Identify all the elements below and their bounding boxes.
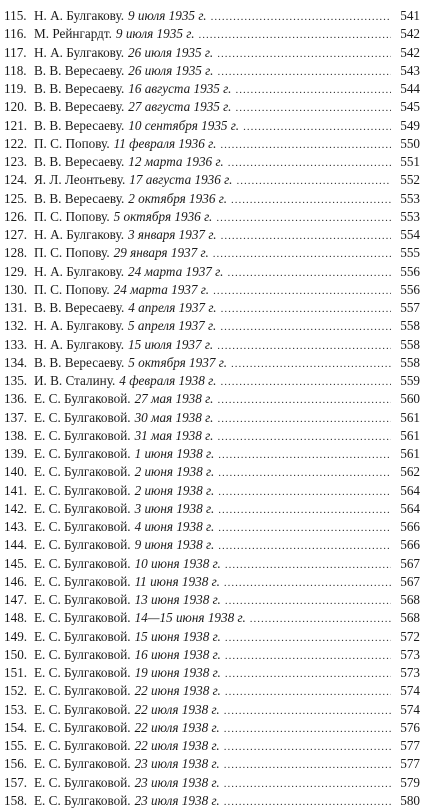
- entry-page-number: 576: [400, 719, 420, 735]
- entry-recipient: Н. А. Булгакову.: [34, 318, 125, 334]
- entry-date: 22 июля 1938 г.: [134, 701, 220, 717]
- entry-page-number: 577: [400, 756, 420, 772]
- entry-number: 141.: [4, 482, 28, 498]
- toc-entry: [4, 609, 420, 627]
- dot-leader: [199, 26, 392, 44]
- entry-date: 16 августа 1935 г.: [128, 81, 232, 96]
- dot-leader: [224, 720, 391, 738]
- entry-number: 152.: [4, 683, 28, 699]
- entry-date: 22 июня 1938 г.: [134, 683, 221, 699]
- entry-page-number: 558: [400, 336, 420, 352]
- dot-leader: [218, 483, 391, 501]
- dot-leader: [225, 665, 391, 683]
- entry-number: 115.: [4, 8, 27, 23]
- toc-entry: [4, 317, 420, 335]
- entry-page-number: 541: [400, 8, 420, 23]
- entry-page-number: 574: [400, 683, 420, 699]
- toc-entry: [4, 573, 420, 591]
- entry-recipient: Е. С. Булгаковой.: [34, 610, 131, 626]
- entry-recipient: Е. С. Булгаковой.: [34, 555, 131, 571]
- entry-date: 3 января 1937 г.: [128, 227, 217, 242]
- dot-leader: [213, 245, 391, 263]
- entry-recipient: Н. А. Булгакову.: [34, 44, 125, 60]
- entry-number: 147.: [4, 592, 28, 607]
- entry-page-number: 543: [400, 62, 420, 78]
- entry-date: 2 июня 1938 г.: [134, 464, 215, 480]
- entry-date: 9 июля 1935 г.: [128, 8, 207, 23]
- entry-date: 24 марта 1937 г.: [128, 263, 224, 279]
- entry-number: 136.: [4, 391, 28, 407]
- dot-leader: [224, 756, 391, 774]
- toc-entry: [4, 536, 420, 554]
- entry-recipient: Я. Л. Леонтьеву.: [34, 172, 126, 188]
- dot-leader: [225, 647, 391, 665]
- entry-page-number: 558: [400, 354, 420, 370]
- toc-entry: [4, 208, 420, 226]
- entry-recipient: Е. С. Булгаковой.: [34, 665, 131, 680]
- entry-date: 23 июля 1938 г.: [134, 774, 220, 790]
- entry-date: 13 июня 1938 г.: [134, 592, 221, 607]
- entry-recipient: Е. С. Булгаковой.: [34, 683, 131, 699]
- dot-leader: [218, 464, 391, 482]
- toc-entry: [4, 117, 420, 135]
- entry-recipient: В. В. Вересаеву.: [34, 62, 125, 78]
- entry-recipient: И. В. Сталину.: [34, 373, 116, 388]
- dot-leader: [225, 592, 391, 610]
- toc-entry: [4, 555, 420, 573]
- toc-entry: [4, 372, 420, 390]
- entry-date: 12 марта 1936 г.: [128, 154, 224, 169]
- entry-date: 4 февраля 1938 г.: [119, 373, 217, 388]
- entry-number: 146.: [4, 573, 28, 589]
- entry-number: 123.: [4, 154, 28, 169]
- entry-number: 118.: [4, 62, 27, 78]
- entry-page-number: 561: [400, 409, 420, 425]
- entry-number: 126.: [4, 208, 28, 224]
- entry-date: 17 августа 1936 г.: [129, 172, 233, 188]
- entry-page-number: 551: [400, 154, 420, 169]
- entry-number: 158.: [4, 792, 28, 808]
- entry-page-number: 554: [400, 227, 420, 242]
- entry-recipient: Е. С. Булгаковой.: [34, 774, 131, 790]
- entry-page-number: 580: [400, 792, 420, 808]
- entry-page-number: 566: [400, 537, 420, 553]
- toc-entry: [4, 25, 420, 43]
- dot-leader: [221, 227, 391, 245]
- entry-number: 148.: [4, 610, 28, 626]
- entry-page-number: 559: [400, 373, 420, 388]
- toc-entry: [4, 62, 420, 80]
- entry-recipient: В. В. Вересаеву.: [34, 190, 125, 206]
- entry-date: 15 июля 1937 г.: [128, 336, 214, 352]
- toc-entry: [4, 135, 420, 153]
- dot-leader: [220, 318, 391, 336]
- toc-entry: [4, 171, 420, 189]
- toc-entry: [4, 792, 420, 810]
- entry-date: 5 апреля 1937 г.: [128, 318, 217, 334]
- entry-recipient: Е. С. Булгаковой.: [34, 391, 131, 407]
- entry-date: 24 марта 1937 г.: [113, 281, 210, 297]
- toc-entry: [4, 445, 420, 463]
- entry-number: 140.: [4, 464, 28, 480]
- dot-leader: [236, 172, 391, 190]
- entry-page-number: 560: [400, 391, 420, 407]
- entry-date: 4 апреля 1937 г.: [128, 300, 217, 315]
- entry-page-number: 550: [400, 135, 420, 151]
- entry-number: 143.: [4, 519, 28, 534]
- toc-entry: [4, 664, 420, 682]
- entry-date: 11 февраля 1936 г.: [113, 135, 217, 151]
- entry-page-number: 561: [400, 427, 420, 443]
- dot-leader: [224, 574, 391, 592]
- entry-recipient: Е. С. Булгаковой.: [34, 519, 131, 534]
- toc-entry: [4, 518, 420, 536]
- entry-recipient: М. Рейнгардт.: [34, 26, 112, 42]
- entry-recipient: Н. А. Булгакову.: [34, 227, 125, 242]
- entry-number: 121.: [4, 117, 28, 133]
- toc-entry: [4, 354, 420, 372]
- entry-page-number: 568: [400, 592, 420, 607]
- toc-entry: [4, 682, 420, 700]
- toc-entry: [4, 591, 420, 609]
- entry-number: 139.: [4, 446, 28, 461]
- entry-recipient: Е. С. Булгаковой.: [34, 409, 131, 425]
- entry-page-number: 558: [400, 318, 420, 334]
- entry-number: 133.: [4, 336, 28, 352]
- entry-number: 150.: [4, 646, 28, 662]
- entry-recipient: Е. С. Булгаковой.: [34, 537, 131, 553]
- entry-number: 154.: [4, 719, 28, 735]
- entry-recipient: Е. С. Булгаковой.: [34, 738, 131, 753]
- dot-leader: [228, 154, 391, 172]
- entry-number: 132.: [4, 318, 28, 334]
- entry-number: 156.: [4, 756, 28, 772]
- entry-page-number: 555: [400, 245, 420, 261]
- dot-leader: [217, 45, 391, 63]
- entry-recipient: Е. С. Булгаковой.: [34, 500, 131, 516]
- entry-recipient: Е. С. Булгаковой.: [34, 446, 131, 461]
- entry-date: 9 июня 1938 г.: [134, 537, 215, 553]
- dot-leader: [217, 337, 391, 355]
- toc-entry: [4, 719, 420, 737]
- table-of-contents: [4, 7, 420, 810]
- entry-number: 137.: [4, 409, 28, 425]
- entry-recipient: Е. С. Булгаковой.: [34, 701, 131, 717]
- dot-leader: [235, 99, 391, 117]
- dot-leader: [220, 373, 391, 391]
- entry-date: 31 мая 1938 г.: [134, 427, 214, 443]
- entry-recipient: Е. С. Булгаковой.: [34, 573, 131, 589]
- toc-entry: [4, 628, 420, 646]
- entry-page-number: 579: [400, 774, 420, 790]
- entry-date: 9 июля 1935 г.: [115, 26, 195, 42]
- entry-page-number: 568: [400, 610, 420, 626]
- dot-leader: [224, 793, 391, 811]
- entry-date: 10 июня 1938 г.: [134, 555, 221, 571]
- entry-recipient: В. В. Вересаеву.: [34, 154, 125, 169]
- toc-entry: [4, 500, 420, 518]
- dot-leader: [224, 775, 391, 793]
- entry-page-number: 562: [400, 464, 420, 480]
- dot-leader: [218, 519, 391, 537]
- entry-date: 23 июля 1938 г.: [134, 756, 220, 772]
- dot-leader: [216, 209, 391, 227]
- entry-recipient: П. С. Попову.: [34, 281, 110, 297]
- entry-recipient: В. В. Вересаеву.: [34, 117, 125, 133]
- dot-leader: [217, 410, 391, 428]
- entry-page-number: 572: [400, 628, 420, 644]
- toc-entry: [4, 409, 420, 427]
- toc-entry: [4, 7, 420, 25]
- toc-entry: [4, 244, 420, 262]
- entry-recipient: Е. С. Булгаковой.: [34, 756, 131, 772]
- entry-date: 22 июля 1938 г.: [134, 719, 220, 735]
- dot-leader: [220, 136, 391, 154]
- entry-recipient: В. В. Вересаеву.: [34, 300, 125, 315]
- dot-leader: [224, 702, 391, 720]
- entry-number: 142.: [4, 500, 28, 516]
- entry-recipient: Е. С. Булгаковой.: [34, 464, 131, 480]
- toc-entry: [4, 427, 420, 445]
- toc-entry: [4, 281, 420, 299]
- dot-leader: [235, 81, 391, 99]
- toc-entry: [4, 226, 420, 244]
- entry-date: 29 января 1937 г.: [113, 245, 209, 261]
- entry-page-number: 577: [400, 738, 420, 753]
- entry-page-number: 556: [400, 263, 420, 279]
- entry-page-number: 573: [400, 646, 420, 662]
- toc-entry: [4, 774, 420, 792]
- entry-date: 5 октября 1936 г.: [113, 208, 213, 224]
- entry-recipient: В. В. Вересаеву.: [34, 354, 125, 370]
- entry-number: 130.: [4, 281, 28, 297]
- dot-leader: [225, 556, 391, 574]
- entry-page-number: 542: [400, 44, 420, 60]
- entry-number: 145.: [4, 555, 28, 571]
- entry-number: 128.: [4, 245, 28, 261]
- entry-date: 1 июня 1938 г.: [134, 446, 215, 461]
- entry-page-number: 553: [400, 190, 420, 206]
- toc-entry: [4, 299, 420, 317]
- dot-leader: [211, 8, 391, 26]
- entry-number: 116.: [4, 26, 27, 42]
- toc-entry: [4, 737, 420, 755]
- entry-number: 153.: [4, 701, 28, 717]
- entry-date: 15 июня 1938 г.: [134, 628, 221, 644]
- entry-recipient: Е. С. Булгаковой.: [34, 792, 131, 808]
- entry-recipient: Е. С. Булгаковой.: [34, 628, 131, 644]
- entry-number: 131.: [4, 300, 28, 315]
- toc-entry: [4, 701, 420, 719]
- dot-leader: [217, 428, 391, 446]
- entry-number: 120.: [4, 99, 28, 115]
- toc-entry: [4, 44, 420, 62]
- entry-number: 129.: [4, 263, 28, 279]
- entry-page-number: 573: [400, 665, 420, 680]
- dot-leader: [243, 118, 391, 136]
- entry-page-number: 553: [400, 208, 420, 224]
- entry-number: 144.: [4, 537, 28, 553]
- entry-recipient: Н. А. Булгакову.: [34, 263, 125, 279]
- entry-page-number: 552: [400, 172, 420, 188]
- entry-date: 22 июля 1938 г.: [134, 738, 220, 753]
- entry-date: 11 июня 1938 г.: [134, 573, 220, 589]
- entry-number: 155.: [4, 738, 28, 753]
- entry-date: 30 мая 1938 г.: [134, 409, 214, 425]
- entry-page-number: 567: [400, 573, 420, 589]
- entry-recipient: Е. С. Булгаковой.: [34, 719, 131, 735]
- toc-entry: [4, 153, 420, 171]
- entry-number: 125.: [4, 190, 28, 206]
- entry-recipient: Н. А. Булгакову.: [34, 8, 125, 23]
- entry-page-number: 566: [400, 519, 420, 534]
- entry-number: 149.: [4, 628, 28, 644]
- entry-page-number: 564: [400, 482, 420, 498]
- entry-date: 16 июня 1938 г.: [134, 646, 221, 662]
- entry-date: 2 октября 1936 г.: [128, 190, 227, 206]
- entry-number: 119.: [4, 81, 27, 96]
- dot-leader: [224, 738, 391, 756]
- dot-leader: [221, 300, 391, 318]
- entry-page-number: 544: [400, 81, 420, 96]
- entry-number: 124.: [4, 172, 28, 188]
- toc-entry: [4, 646, 420, 664]
- dot-leader: [231, 191, 391, 209]
- dot-leader: [218, 537, 391, 555]
- entry-date: 27 мая 1938 г.: [134, 391, 214, 407]
- entry-date: 26 июля 1935 г.: [128, 62, 214, 78]
- entry-number: 127.: [4, 227, 28, 242]
- entry-recipient: П. С. Попову.: [34, 135, 110, 151]
- entry-page-number: 561: [400, 446, 420, 461]
- toc-entry: [4, 390, 420, 408]
- entry-recipient: Е. С. Булгаковой.: [34, 427, 131, 443]
- dot-leader: [217, 391, 391, 409]
- entry-date: 19 июня 1938 г.: [134, 665, 221, 680]
- toc-entry: [4, 98, 420, 116]
- entry-page-number: 567: [400, 555, 420, 571]
- toc-entry: [4, 463, 420, 481]
- entry-number: 134.: [4, 354, 28, 370]
- entry-page-number: 549: [400, 117, 420, 133]
- entry-date: 2 июня 1938 г.: [134, 482, 215, 498]
- entry-recipient: В. В. Вересаеву.: [34, 81, 125, 96]
- toc-entry: [4, 263, 420, 281]
- entry-page-number: 574: [400, 701, 420, 717]
- entry-date: 27 августа 1935 г.: [128, 99, 232, 115]
- dot-leader: [218, 446, 391, 464]
- entry-date: 23 июля 1938 г.: [134, 792, 220, 808]
- toc-entry: [4, 755, 420, 773]
- entry-number: 138.: [4, 427, 28, 443]
- dot-leader: [225, 629, 391, 647]
- entry-number: 151.: [4, 665, 28, 680]
- entry-number: 157.: [4, 774, 28, 790]
- dot-leader: [231, 355, 391, 373]
- entry-recipient: Е. С. Булгаковой.: [34, 482, 131, 498]
- toc-entry: [4, 190, 420, 208]
- entry-recipient: Е. С. Булгаковой.: [34, 646, 131, 662]
- entry-recipient: П. С. Попову.: [34, 245, 110, 261]
- entry-recipient: П. С. Попову.: [34, 208, 110, 224]
- dot-leader: [250, 610, 391, 628]
- entry-page-number: 557: [400, 300, 420, 315]
- entry-date: 14—15 июня 1938 г.: [134, 610, 246, 626]
- entry-recipient: Е. С. Булгаковой.: [34, 592, 131, 607]
- entry-number: 135.: [4, 373, 28, 388]
- entry-recipient: Н. А. Булгакову.: [34, 336, 125, 352]
- dot-leader: [225, 683, 391, 701]
- entry-page-number: 545: [400, 99, 420, 115]
- dot-leader: [227, 264, 391, 282]
- toc-entry: [4, 482, 420, 500]
- entry-page-number: 542: [400, 26, 420, 42]
- dot-leader: [217, 63, 391, 81]
- toc-entry: [4, 336, 420, 354]
- entry-date: 5 октября 1937 г.: [128, 354, 227, 370]
- entry-number: 117.: [4, 44, 27, 60]
- entry-date: 10 сентября 1935 г.: [128, 117, 240, 133]
- entry-date: 26 июля 1935 г.: [128, 44, 214, 60]
- entry-date: 3 июня 1938 г.: [134, 500, 215, 516]
- dot-leader: [213, 282, 391, 300]
- toc-entry: [4, 80, 420, 98]
- entry-page-number: 556: [400, 281, 420, 297]
- dot-leader: [218, 501, 391, 519]
- entry-number: 122.: [4, 135, 28, 151]
- entry-date: 4 июня 1938 г.: [134, 519, 215, 534]
- entry-recipient: В. В. Вересаеву.: [34, 99, 125, 115]
- entry-page-number: 564: [400, 500, 420, 516]
